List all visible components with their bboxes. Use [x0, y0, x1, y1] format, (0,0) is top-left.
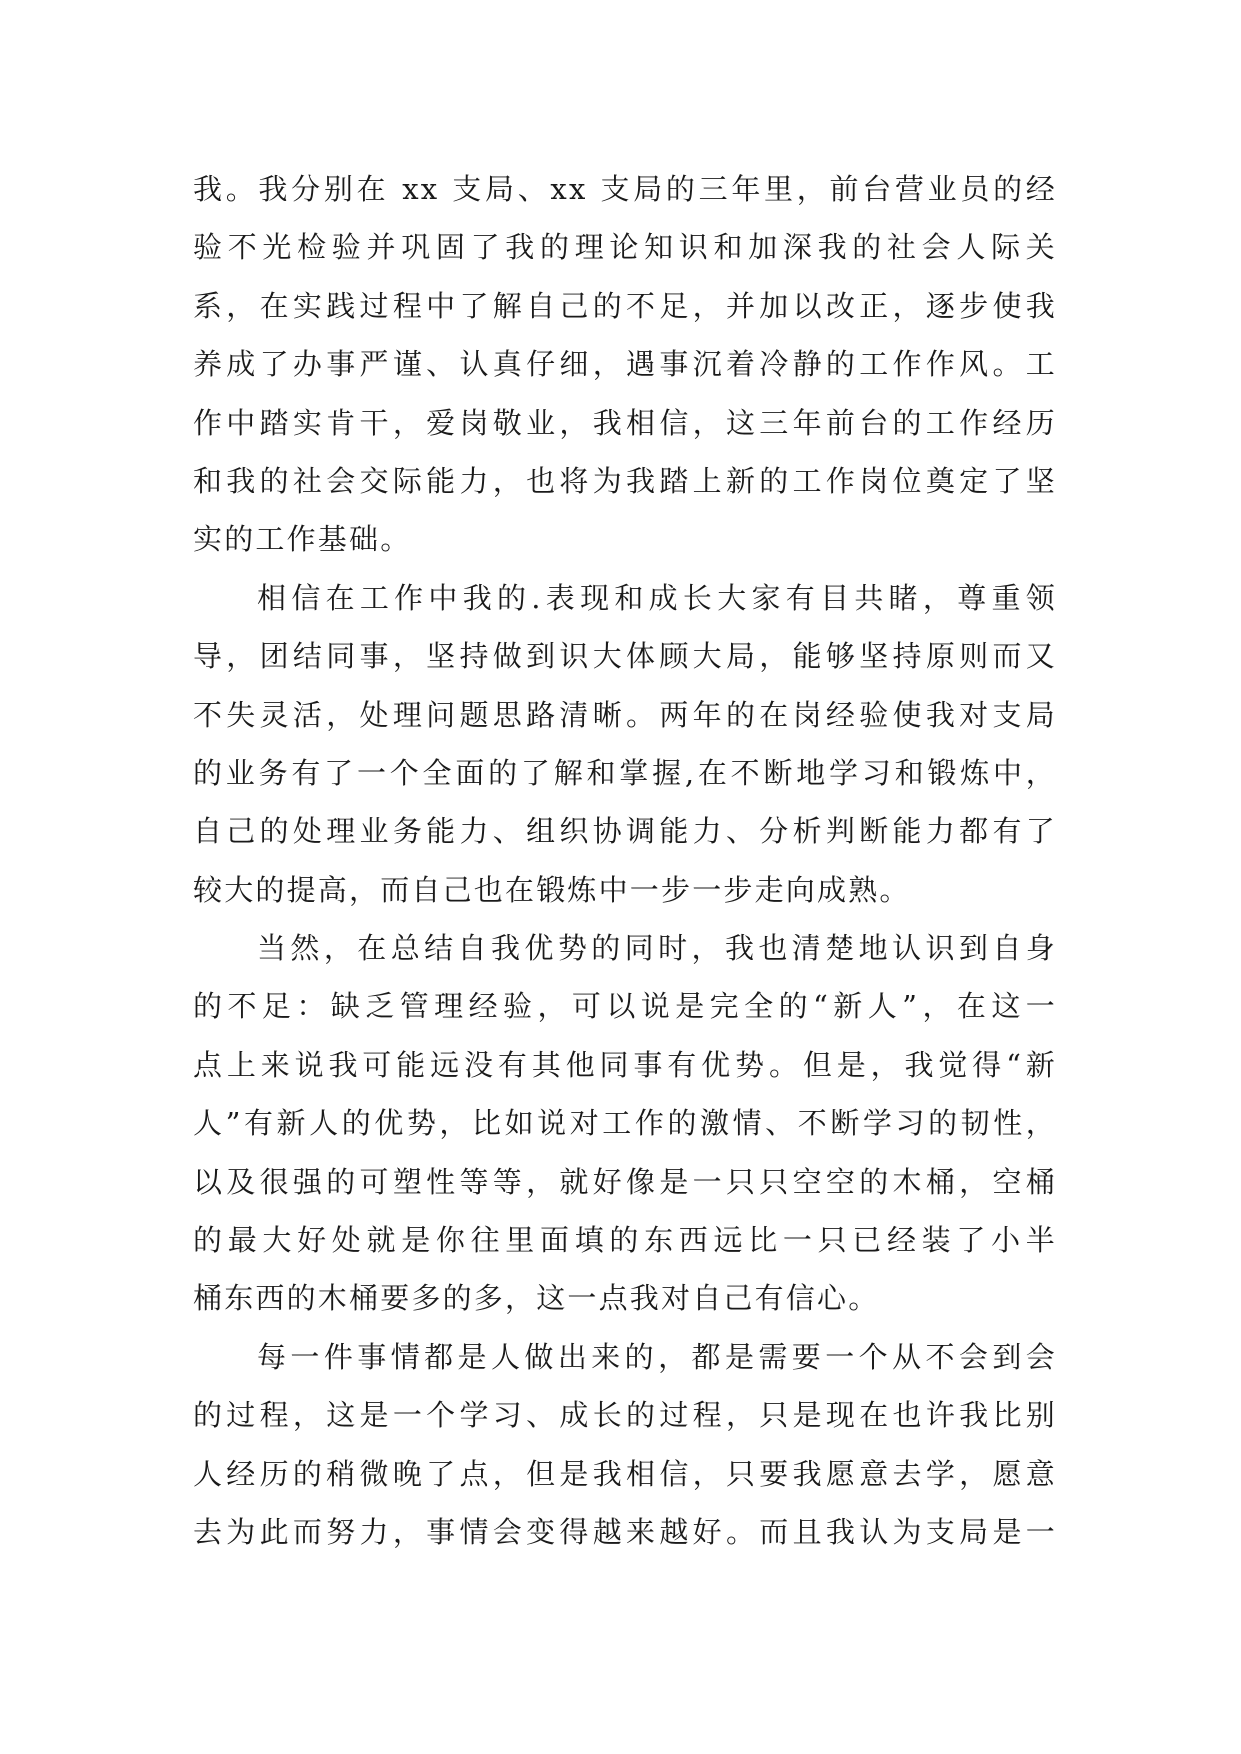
paragraph-2: [193, 569, 1057, 919]
text-line: 每一件事情都是人做出来的，都是需要一个从不会到会: [257, 1339, 1057, 1374]
text-line: 养成了办事严谨、认真仔细，遇事沉着冷静的工作作风。工: [193, 347, 1057, 382]
text-line: 较大的提高，而自己也在锻炼中一步一步走向成熟。: [193, 872, 911, 907]
text-line: 人经历的稍微晚了点，但是我相信，只要我愿意去学，愿意: [193, 1456, 1057, 1491]
text-line: 的过程，这是一个学习、成长的过程，只是现在也许我比别: [193, 1398, 1057, 1433]
text-line: 桶东西的木桶要多的多，这一点我对自己有信心。: [193, 1281, 880, 1316]
text-line: 点上来说我可能远没有其他同事有优势。但是，我觉得“新: [193, 1047, 1057, 1082]
text-line: 的最大好处就是你往里面填的东西远比一只已经装了小半: [193, 1223, 1057, 1258]
text-line: 不失灵活，处理问题思路清晰。两年的在岗经验使我对支局: [193, 697, 1057, 732]
text-line: 去为此而努力，事情会变得越来越好。而且我认为支局是一: [193, 1514, 1057, 1549]
text-line: 和我的社会交际能力，也将为我踏上新的工作岗位奠定了坚: [193, 463, 1057, 498]
text-line: 实的工作基础。: [193, 522, 412, 557]
text-line: 人”有新人的优势，比如说对工作的激情、不断学习的韧性，: [193, 1106, 1057, 1141]
text-line: 作中踏实肯干，爱岗敬业，我相信，这三年前台的工作经历: [193, 405, 1057, 440]
text-line: 相信在工作中我的.表现和成长大家有目共睹，尊重领: [257, 580, 1057, 615]
paragraph-4: [193, 1328, 1057, 1562]
text-line: 验不光检验并巩固了我的理论知识和加深我的社会人际关: [193, 230, 1057, 265]
paragraph-3: [193, 919, 1057, 1328]
text-line: 导，团结同事，坚持做到识大体顾大局，能够坚持原则而又: [193, 639, 1057, 674]
text-line: 的不足：缺乏管理经验，可以说是完全的“新人”，在这一: [193, 989, 1057, 1024]
text-line: 系，在实践过程中了解自己的不足，并加以改正，逐步使我: [193, 288, 1057, 323]
text-line: 的业务有了一个全面的了解和掌握,在不断地学习和锻炼中，: [193, 755, 1057, 790]
paragraph-1: [193, 160, 1057, 569]
text-line: 以及很强的可塑性等等，就好像是一只只空空的木桶，空桶: [193, 1164, 1057, 1199]
text-line: 当然，在总结自我优势的同时，我也清楚地认识到自身: [257, 931, 1057, 966]
text-line: 我。我分别在 xx 支局、xx 支局的三年里，前台营业员的经: [193, 172, 1057, 206]
text-line: 自己的处理业务能力、组织协调能力、分析判断能力都有了: [193, 814, 1057, 849]
body-text: [193, 160, 1057, 1561]
